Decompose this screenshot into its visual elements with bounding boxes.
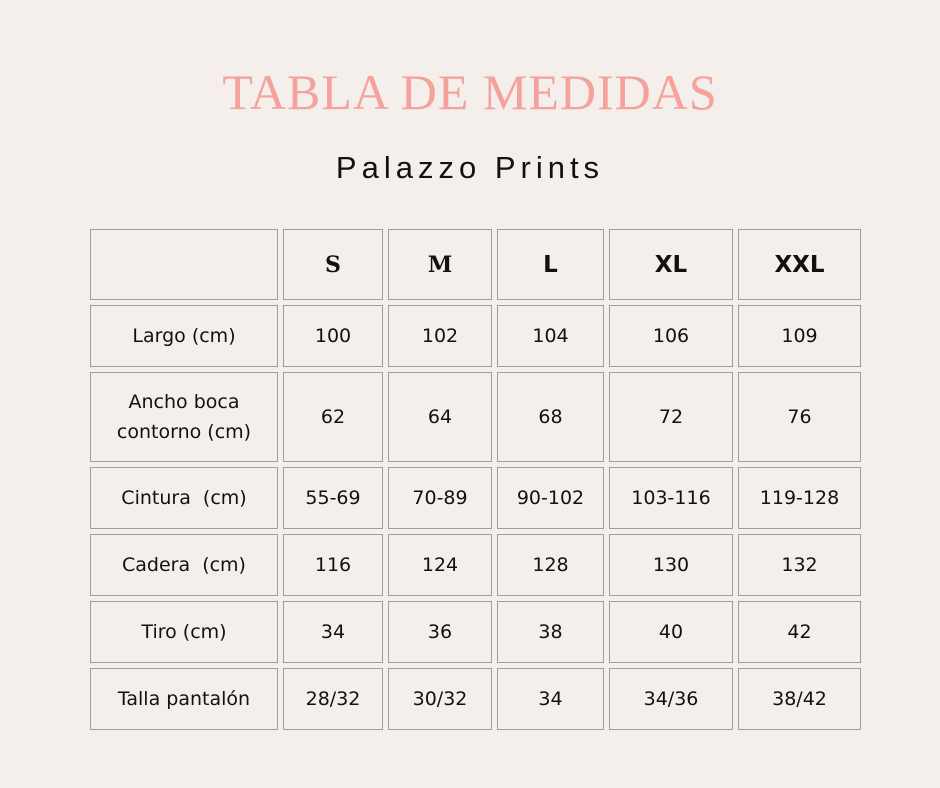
row-label bbox=[90, 668, 278, 730]
cell-value: 132 bbox=[781, 554, 818, 576]
cell-value: 34 bbox=[320, 621, 346, 643]
row-label-text: Talla pantalón bbox=[117, 688, 251, 710]
table-cell bbox=[609, 305, 733, 367]
cell-value: 72 bbox=[658, 406, 684, 428]
cell-value: 34/36 bbox=[643, 688, 699, 710]
column-header-label: XL bbox=[654, 251, 688, 278]
column-header-l bbox=[497, 229, 604, 300]
table-cell bbox=[609, 668, 733, 730]
cell-value: 55-69 bbox=[305, 487, 361, 509]
table-cell bbox=[738, 668, 861, 730]
column-header-label: S bbox=[325, 251, 341, 278]
cell-value: 100 bbox=[314, 325, 352, 347]
cell-value: 130 bbox=[652, 554, 690, 576]
cell-value: 28/32 bbox=[305, 688, 361, 710]
column-header-label: L bbox=[543, 251, 558, 278]
table-cell bbox=[738, 534, 861, 596]
table-cell bbox=[388, 305, 492, 367]
column-header-xl bbox=[609, 229, 733, 300]
table-cell bbox=[283, 467, 383, 529]
cell-value: 119-128 bbox=[759, 487, 840, 509]
table-cell bbox=[283, 601, 383, 663]
cell-value: 124 bbox=[421, 554, 459, 576]
table-cell bbox=[388, 601, 492, 663]
table-cell bbox=[497, 372, 604, 462]
table-cell bbox=[283, 668, 383, 730]
cell-value: 76 bbox=[787, 406, 812, 428]
table-cell bbox=[283, 372, 383, 462]
page-title: TABLA DE MEDIDAS bbox=[222, 64, 718, 120]
cell-value: 104 bbox=[532, 325, 569, 347]
cell-value: 42 bbox=[787, 621, 812, 643]
table-cell bbox=[283, 305, 383, 367]
cell-value: 34 bbox=[538, 688, 563, 710]
table-cell bbox=[388, 467, 492, 529]
row-label bbox=[90, 305, 278, 367]
row-label bbox=[90, 534, 278, 596]
column-header-xxl bbox=[738, 229, 861, 300]
cell-value: 70-89 bbox=[412, 487, 468, 509]
cell-value: 38 bbox=[538, 621, 563, 643]
row-label-text: Tiro (cm) bbox=[141, 621, 227, 643]
column-header-m bbox=[388, 229, 492, 300]
cell-value: 102 bbox=[421, 325, 459, 347]
column-header-s bbox=[283, 229, 383, 300]
table-cell bbox=[388, 668, 492, 730]
cell-value: 68 bbox=[538, 406, 563, 428]
cell-value: 106 bbox=[652, 325, 690, 347]
table-corner-cell bbox=[90, 229, 278, 300]
table-cell bbox=[738, 467, 861, 529]
cell-value: 40 bbox=[658, 621, 684, 643]
cell-value: 128 bbox=[532, 554, 569, 576]
cell-value: 62 bbox=[320, 406, 346, 428]
cell-value: 90-102 bbox=[516, 487, 585, 509]
table-cell bbox=[609, 372, 733, 462]
table-cell bbox=[609, 601, 733, 663]
column-header-label: M bbox=[427, 251, 453, 278]
column-header-label: XXL bbox=[774, 251, 825, 278]
cell-value: 64 bbox=[427, 406, 453, 428]
table-cell bbox=[609, 534, 733, 596]
cell-value: 116 bbox=[314, 554, 352, 576]
table-cell bbox=[388, 534, 492, 596]
cell-value: 36 bbox=[427, 621, 453, 643]
cell-value: 30/32 bbox=[412, 688, 468, 710]
page-subtitle: Palazzo Prints bbox=[335, 150, 605, 185]
table-cell bbox=[497, 534, 604, 596]
row-label-text: Cintura (cm) bbox=[121, 487, 247, 509]
table-cell bbox=[738, 372, 861, 462]
cell-value: 109 bbox=[781, 325, 818, 347]
cell-value: 38/42 bbox=[772, 688, 827, 710]
table-cell bbox=[497, 668, 604, 730]
table-cell bbox=[283, 534, 383, 596]
table-cell bbox=[738, 601, 861, 663]
row-label bbox=[90, 467, 278, 529]
row-label bbox=[90, 372, 278, 462]
row-label-text: Largo (cm) bbox=[132, 325, 236, 347]
table-cell bbox=[497, 601, 604, 663]
table-cell bbox=[738, 305, 861, 367]
row-label-text: Cadera (cm) bbox=[122, 554, 246, 576]
row-label bbox=[90, 601, 278, 663]
row-label-text: Ancho boca contorno (cm) bbox=[116, 391, 252, 443]
table-cell bbox=[497, 467, 604, 529]
cell-value: 103-116 bbox=[631, 487, 711, 509]
table-cell bbox=[609, 467, 733, 529]
table-cell bbox=[388, 372, 492, 462]
table-cell bbox=[497, 305, 604, 367]
